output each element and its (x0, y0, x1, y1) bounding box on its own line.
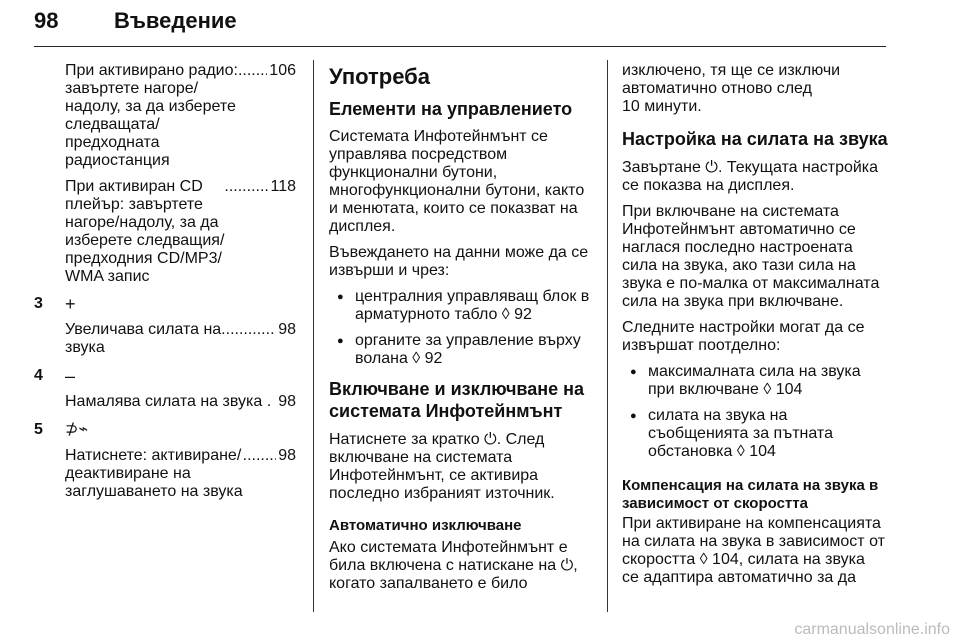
item-3 (34, 295, 296, 357)
page-ref[interactable]: 98 (278, 393, 296, 410)
page-number: 98 (34, 8, 59, 33)
entry-text: Натиснете: активиране/ деактивиране на заглушаването на звука (65, 447, 243, 500)
bullet-list (622, 363, 892, 461)
dot-leader (243, 447, 277, 465)
page-ref[interactable]: 118 (270, 178, 296, 195)
watermark: carmanualsonline.info (794, 621, 950, 638)
toc-entry (65, 393, 296, 411)
item-number: 3 (34, 295, 43, 312)
column-divider (313, 60, 314, 612)
paragraph: При активиране на компенсацията на силата на звука в зависимост от скоростта ◊ 104, силата на звука се адаптира автоматично за да (622, 515, 885, 586)
entry-text: Намалява силата на звука . (65, 393, 272, 410)
entry-text: Увеличава силата на звука (65, 321, 222, 356)
paragraph: Системата Инфотейнмънт се управлява посредством функционални бутони, многофункционални бутони, както и менютата, които се показват на дисплея. (329, 128, 585, 235)
right-column (622, 62, 892, 587)
subheading-speed-compensation: Компенсация на силата на звука в зависимост от скоростта (622, 477, 879, 512)
dot-leader (221, 321, 276, 339)
paragraph: Ако системата Инфотейнмънт е била включена с натискане на ⏻, когато запалването е било (329, 539, 578, 592)
plus-icon: + (65, 294, 76, 314)
section-title-usage: Употреба (329, 64, 431, 89)
paragraph: Завъртане ⏻. Текущата настройка се показва на дисплея. (622, 159, 879, 194)
item-number: 5 (34, 421, 43, 438)
column-divider (607, 60, 608, 612)
header-rule (34, 46, 886, 47)
minus-icon: – (65, 366, 76, 386)
list-item: ● максималната сила на звука при включване ◊ 104 (622, 363, 892, 399)
paragraph: изключено, тя ще се изключи автоматично отново след 10 минути. (622, 62, 841, 115)
list-item: ● централния управляващ блок в арматурното табло ◊ 92 (329, 288, 597, 324)
middle-column (329, 64, 597, 593)
toc-entry (65, 447, 296, 501)
page-ref[interactable]: 98 (278, 447, 296, 464)
item-number: 4 (34, 367, 43, 384)
paragraph: Натиснете за кратко ⏻. След включване на системата Инфотейнмънт, се активира последно избраният източник. (329, 431, 555, 502)
radio-entry (34, 62, 296, 170)
paragraph: Следните настройки могат да се извършат поотделно: (622, 319, 865, 354)
list-item: ● органите за управление върху волана ◊ 92 (329, 332, 597, 368)
subsection-title-controls: Елементи на управлението (329, 99, 573, 119)
subsection-title-on-off: Включване и изключване на системата Инфотейнмънт (329, 379, 585, 421)
paragraph: При включване на системата Инфотейнмънт автоматично се наглася последно настроената сила на звука, ако тази сила на звука е по-малка от максималната сила на звука при включване. (622, 203, 880, 310)
mute-icon: ⊅⌁ (65, 421, 89, 438)
dot-leader (238, 62, 267, 80)
toc-entry (65, 178, 296, 286)
subheading-auto-off: Автоматично изключване (329, 517, 522, 534)
left-column (34, 62, 296, 501)
item-5 (34, 421, 296, 501)
entry-text: При активирано радио: завъртете нагоре/ надолу, за да изберете следващата/ предходната радиостанция (65, 62, 238, 169)
list-item: ● силата на звука на съобщенията за пътната обстановка ◊ 104 (622, 407, 892, 461)
chapter-title: Въведение (114, 8, 237, 33)
entry-text: При активиран CD плейър: завъртете нагоре/надолу, за да изберете следващия/ предходния CD/MP3/ WMA запис (65, 178, 225, 285)
page-ref[interactable]: 98 (278, 321, 296, 338)
toc-entry (65, 62, 296, 170)
page-ref[interactable]: 106 (269, 62, 296, 79)
paragraph: Въвеждането на данни може да се извърши и чрез: (329, 244, 589, 279)
subsection-title-volume: Настройка на силата на звука (622, 129, 888, 149)
dot-leader (224, 178, 268, 196)
toc-entry (65, 321, 296, 357)
page-header (34, 8, 886, 48)
bullet-list (329, 288, 597, 368)
item-4 (34, 367, 296, 411)
cd-entry (34, 178, 296, 286)
